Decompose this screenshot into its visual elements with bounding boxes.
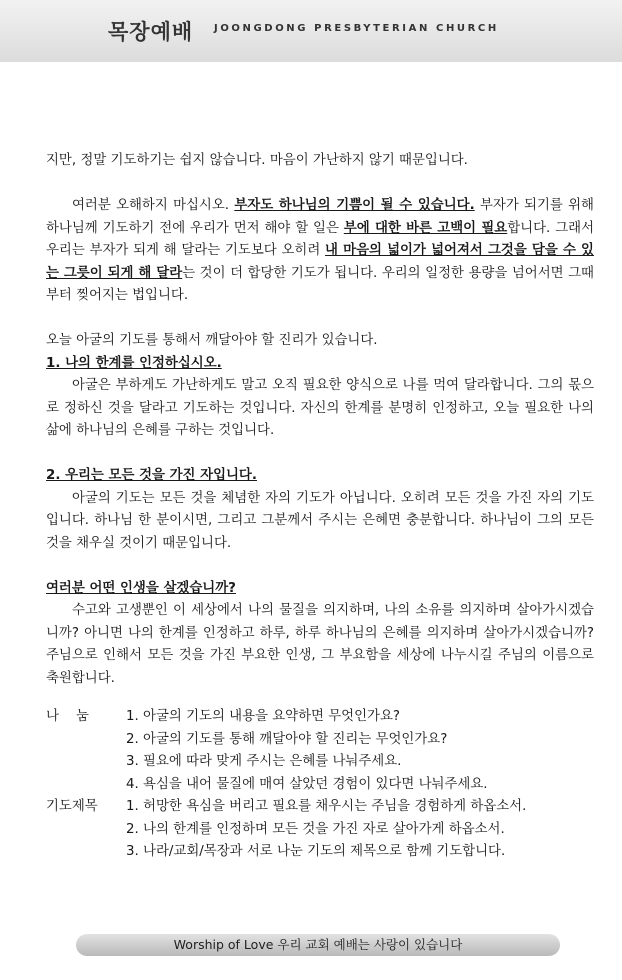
sharing-section — [46, 706, 594, 796]
paragraph-continuation: 지만, 정말 기도하기는 쉽지 않습니다. 마음이 가난하지 않기 때문입니다. — [46, 153, 468, 168]
sharing-item: 3. 필요에 따라 맞게 주시는 은혜를 나눠주세요. — [126, 754, 402, 769]
point1-body: 아굴은 부하게도 가난하게도 말고 오직 필요한 양식으로 나를 먹여 달라합니다. 그의 몫으로 정하신 것을 달라고 기도하는 것입니다. 자신의 한계를 분명히 인정하고, 오늘 필요한 나의 삶에 하나님의 은혜를 구하는 것입니다. — [46, 378, 594, 438]
sharing-item: 4. 욕심을 내어 물질에 매여 살았던 경험이 있다면 나눠주세요. — [126, 776, 488, 792]
document-body — [46, 150, 594, 864]
point2-body: 아굴의 기도는 모든 것을 체념한 자의 기도가 아닙니다. 오히려 모든 것을 가진 자의 기도입니다. 하나님 한 분이시면, 그리고 그분께서 주시는 은혜면 충분합니다. 하나님이 그의 모든 것을 채우실 것이기 때문입니다. — [46, 490, 594, 551]
sharing-item: 2. 아굴의 기도를 통해 깨달아야 할 진리는 무엇인가요? — [126, 731, 448, 747]
emphasis-vessel: 내 마음의 넓이가 넓어져서 그것을 담을 수 있는 그릇이 되게 해 달라 — [46, 243, 594, 281]
point1-title: 1. 나의 한계를 인정하십시오. — [46, 355, 222, 371]
sharing-label: 나 눔 — [46, 709, 89, 724]
point2-title: 2. 우리는 모든 것을 가진 자입니다. — [46, 468, 257, 483]
paragraph-misunderstanding — [46, 195, 594, 308]
prayer-section — [46, 796, 594, 864]
question-body: 수고와 고생뿐인 이 세상에서 나의 물질을 의지하며, 나의 소유를 의지하며 살아가시겠습니까? 아니면 나의 한계를 인정하고 하루, 하루 하나님의 은혜를 의지하며 살아가시겠습니까? 주님으로 인해서 모든 것을 가진 부요한 인생, 그 부요함을 세상에 나누시길 주님의 이름으로 축원합니다. — [46, 603, 594, 686]
header-subtitle: JOONGDONG PRESBYTERIAN CHURCH — [214, 23, 499, 34]
header-title: 목장예배 — [108, 20, 194, 44]
text-run: 여러분 오해하지 마십시오. — [72, 198, 235, 213]
prayer-item: 2. 나의 한계를 인정하며 모든 것을 가진 자로 살아가게 하옵소서. — [126, 821, 505, 837]
prayer-item: 1. 허망한 욕심을 버리고 필요를 채우시는 주님을 경험하게 하옵소서. — [126, 799, 527, 814]
footer-bar: Worship of Love 우리 교회 예배는 사랑이 있습니다 — [76, 934, 560, 956]
emphasis-confession: 부에 대한 바른 고백이 필요 — [343, 220, 508, 236]
text-run: 는 것이 더 합당한 기도가 됩니다. 우리의 일정한 용량을 넘어서면 그때부터 찢어지는 법입니다. — [46, 265, 594, 303]
prayer-item: 3. 나라/교회/목장과 서로 나눈 기도의 제목으로 함께 기도합니다. — [126, 844, 506, 859]
emphasis-rich-joy: 부자도 하나님의 기쁨이 될 수 있습니다. — [234, 198, 475, 213]
question-title: 여러분 어떤 인생을 살겠습니까? — [46, 580, 236, 596]
prayer-label: 기도제목 — [46, 799, 98, 814]
sharing-item: 1. 아굴의 기도의 내용을 요약하면 무엇인가요? — [126, 709, 401, 724]
intro-line: 오늘 아굴의 기도를 통해서 깨달아야 할 진리가 있습니다. — [46, 333, 378, 348]
text-run: 부자가 되기를 위해 하나님께 기도하기 전에 우리가 먼저 해야 할 일은 — [46, 198, 594, 236]
text-run: 합니다. 그래서 우리는 부자가 되게 해 달라는 기도보다 오히려 — [46, 220, 595, 258]
